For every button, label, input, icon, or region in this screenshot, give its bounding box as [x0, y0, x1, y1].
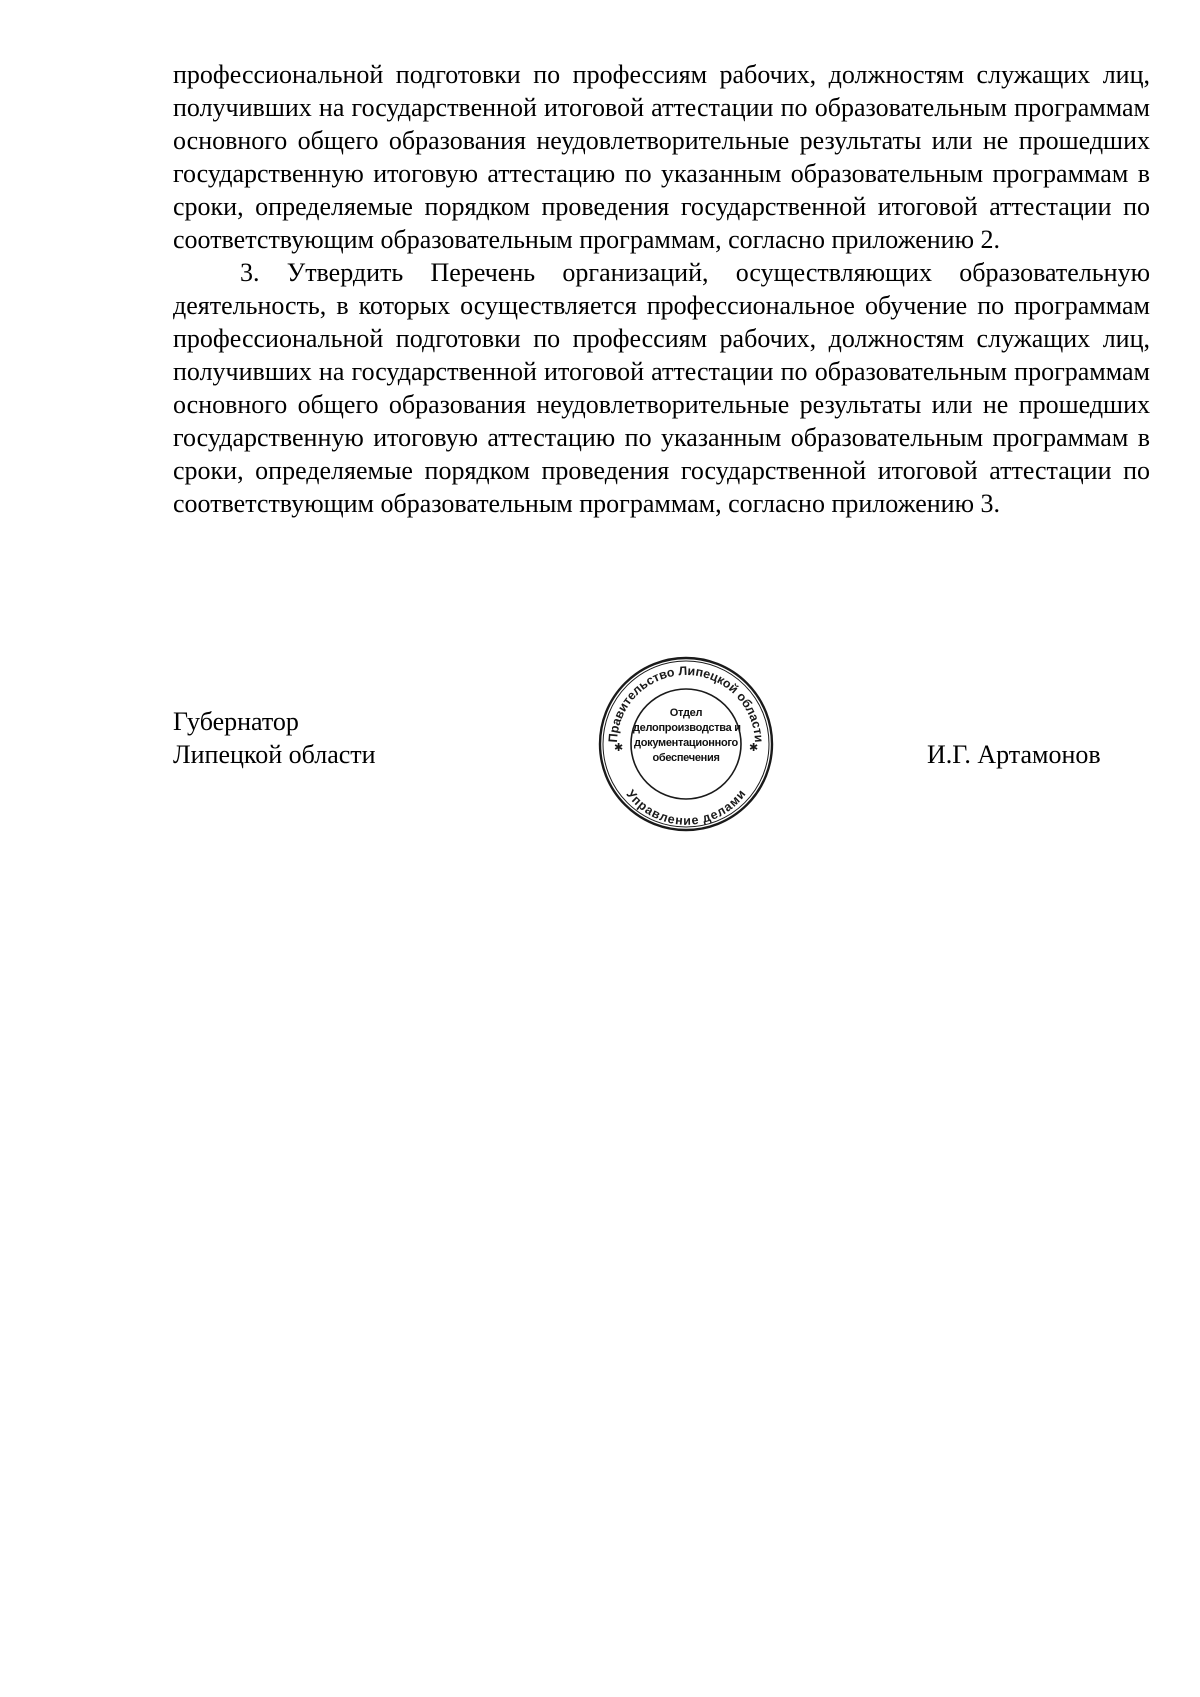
signer-name: И.Г. Артамонов [927, 740, 1101, 769]
signer-position-line-2: Липецкой области [173, 740, 376, 769]
signer-position [173, 705, 376, 771]
stamp-star-left-icon: ✱ [614, 741, 624, 754]
document-body [173, 58, 1150, 520]
stamp-center-line-1: Отдел [669, 707, 703, 719]
stamp-star-right-icon: ✱ [749, 741, 759, 754]
signer-position-line-1: Губернатор [173, 707, 299, 736]
stamp-center-line-2: делопроизводства и [633, 722, 741, 734]
stamp-center-text [633, 706, 739, 766]
official-stamp [597, 655, 775, 833]
paragraph-continuation: профессиональной подготовки по профессиям рабочих, должностям служащих лиц, получивших на государственной итоговой аттестации по образовательным программам основного общего образования неудовлетворительные результаты или не прошедших государственную итоговую аттестацию по указанным образовательным программам в сроки, определяемые порядком проведения государственной итоговой аттестации по соответствующим образовательным программам, согласно приложению 2. [173, 60, 1150, 254]
stamp-ring-top-text: Правительство Липецкой области [605, 663, 767, 743]
stamp-ring-bottom-text: Управление делами [623, 787, 749, 828]
paragraph-item-3: 3. Утвердить Перечень организаций, осуществляющих образовательную деятельность, в которых осуществляется профессиональное обучение по программам профессиональной подготовки по профессиям рабочих, должностям служащих лиц, получивших на государственной итоговой аттестации по образовательным программам основного общего образования неудовлетворительные результаты или не прошедших государственную итоговую аттестацию по указанным образовательным программам в сроки, определяемые порядком проведения государственной итоговой аттестации по соответствующим образовательным программам, согласно приложению 3. [173, 258, 1150, 518]
stamp-center-line-4: обеспечения [652, 752, 720, 764]
stamp-center-line-3: документационного [634, 737, 738, 749]
